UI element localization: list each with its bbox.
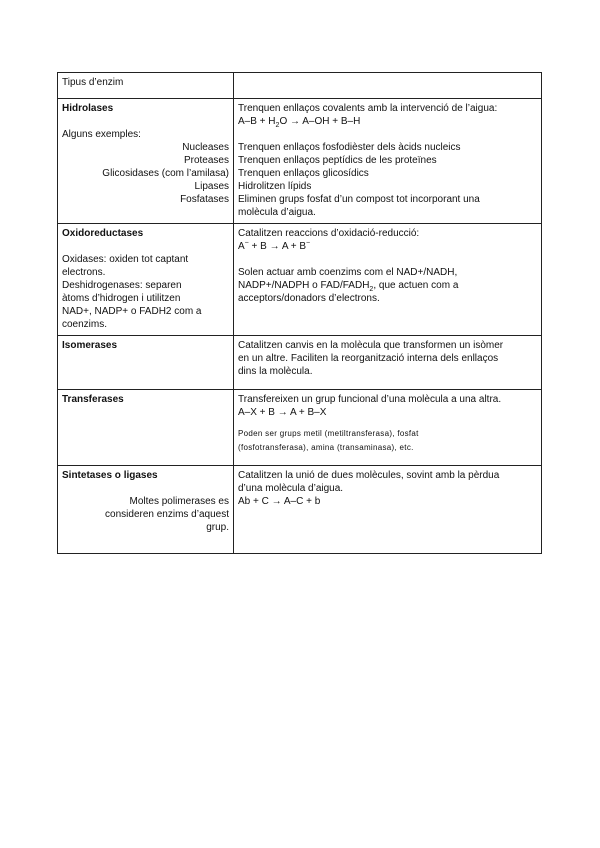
cell-oxidoreductases-name (58, 224, 234, 336)
header-label: Tipus d’enzim (62, 77, 124, 88)
note-text: NAD+, NADP+ o FADH2 com a (62, 306, 202, 317)
header-cell-type (58, 73, 234, 99)
cell-isomerases-name (58, 336, 234, 390)
cell-sintetases-name (58, 466, 234, 554)
row-hidrolases (58, 99, 542, 224)
example-description: Trenquen enllaços fosfodièster dels àcids nucleics (238, 142, 461, 153)
enzyme-description: Catalitzen la unió de dues molècules, sovint amb la pèrdua (238, 470, 500, 481)
row-oxidoreductases (58, 224, 542, 336)
enzyme-name: Transferases (62, 394, 124, 405)
note-text: NADP+/NADPH o FAD/$FADH_2$, que actuen com a (238, 280, 459, 293)
reaction-equation: A− + B → A + B− (238, 239, 311, 252)
note-text: consideren enzims d’aquest (105, 509, 229, 520)
enzyme-description: en un altre. Faciliten la reorganització interna dels enllaços (238, 353, 499, 364)
note-text: Oxidases: oxiden tot captant (62, 254, 189, 265)
note-text: acceptors/donadors d’electrons. (238, 293, 380, 304)
example-description: Trenquen enllaços peptídics de les proteïnes (238, 155, 437, 166)
enzyme-description: d’una molècula d’aigua. (238, 483, 344, 494)
example-name: Nucleases (182, 142, 229, 153)
note-text: coenzims. (62, 319, 108, 330)
enzyme-name: Hidrolases (62, 103, 114, 114)
cell-sintetases-desc (234, 466, 542, 554)
row-sintetases (58, 466, 542, 554)
enzyme-table (57, 72, 542, 554)
enzyme-description: Transfereixen un grup funcional d’una molècula a una altra. (238, 394, 502, 405)
example-description: molècula d’aigua. (238, 207, 316, 218)
note-text: grup. (206, 522, 229, 533)
example-name: Proteases (183, 155, 229, 166)
note-text: electrons. (62, 267, 106, 278)
reaction-equation: Ab + C → A–C + b (238, 496, 321, 507)
header-row (58, 73, 542, 99)
example-name: Fosfatases (180, 194, 229, 205)
cell-transferases-desc (234, 390, 542, 466)
reaction-equation: $A-B + H_2O \to A-OH + B-H$ (238, 116, 361, 129)
note-text: Moltes polimerases es (129, 496, 229, 507)
enzyme-description: Trenquen enllaços covalents amb la intervenció de l’aigua: (238, 103, 498, 114)
note-text: Poden ser grups metil (metiltransferasa), fosfat (238, 429, 419, 438)
cell-oxidoreductases-desc (234, 224, 542, 336)
row-isomerases (58, 336, 542, 390)
example-name: Glicosidases (com l’amilasa) (102, 168, 229, 179)
enzyme-description: dins la molècula. (238, 366, 313, 377)
example-description: Hidrolitzen lípids (238, 181, 312, 192)
cell-hidrolases-name (58, 99, 234, 224)
enzyme-name: Oxidoreductases (62, 228, 144, 239)
row-transferases (58, 390, 542, 466)
note-text: Solen actuar amb coenzims com el NAD+/NADH, (238, 267, 458, 278)
enzyme-description: Catalitzen canvis en la molècula que transformen un isòmer (238, 340, 504, 351)
header-cell-empty (234, 73, 542, 99)
cell-transferases-name (58, 390, 234, 466)
cell-isomerases-desc (234, 336, 542, 390)
enzyme-name: Isomerases (62, 340, 118, 351)
example-name: Lipases (194, 181, 229, 192)
note-text: àtoms d’hidrogen i utilitzen (62, 293, 181, 304)
note-text: Deshidrogenases: separen (62, 280, 182, 291)
enzyme-description: Catalitzen reaccions d’oxidació-reducció: (238, 228, 420, 239)
examples-label: Alguns exemples: (62, 129, 141, 140)
enzyme-name: Sintetases o ligases (62, 470, 158, 481)
example-description: Trenquen enllaços glicosídics (238, 168, 369, 179)
example-description: Eliminen grups fosfat d’un compost tot incorporant una (238, 194, 480, 205)
note-text: (fosfotransferasa), amina (transaminasa), etc. (238, 443, 414, 452)
cell-hidrolases-desc (234, 99, 542, 224)
reaction-equation: A–X + B → A + B–X (238, 407, 327, 418)
